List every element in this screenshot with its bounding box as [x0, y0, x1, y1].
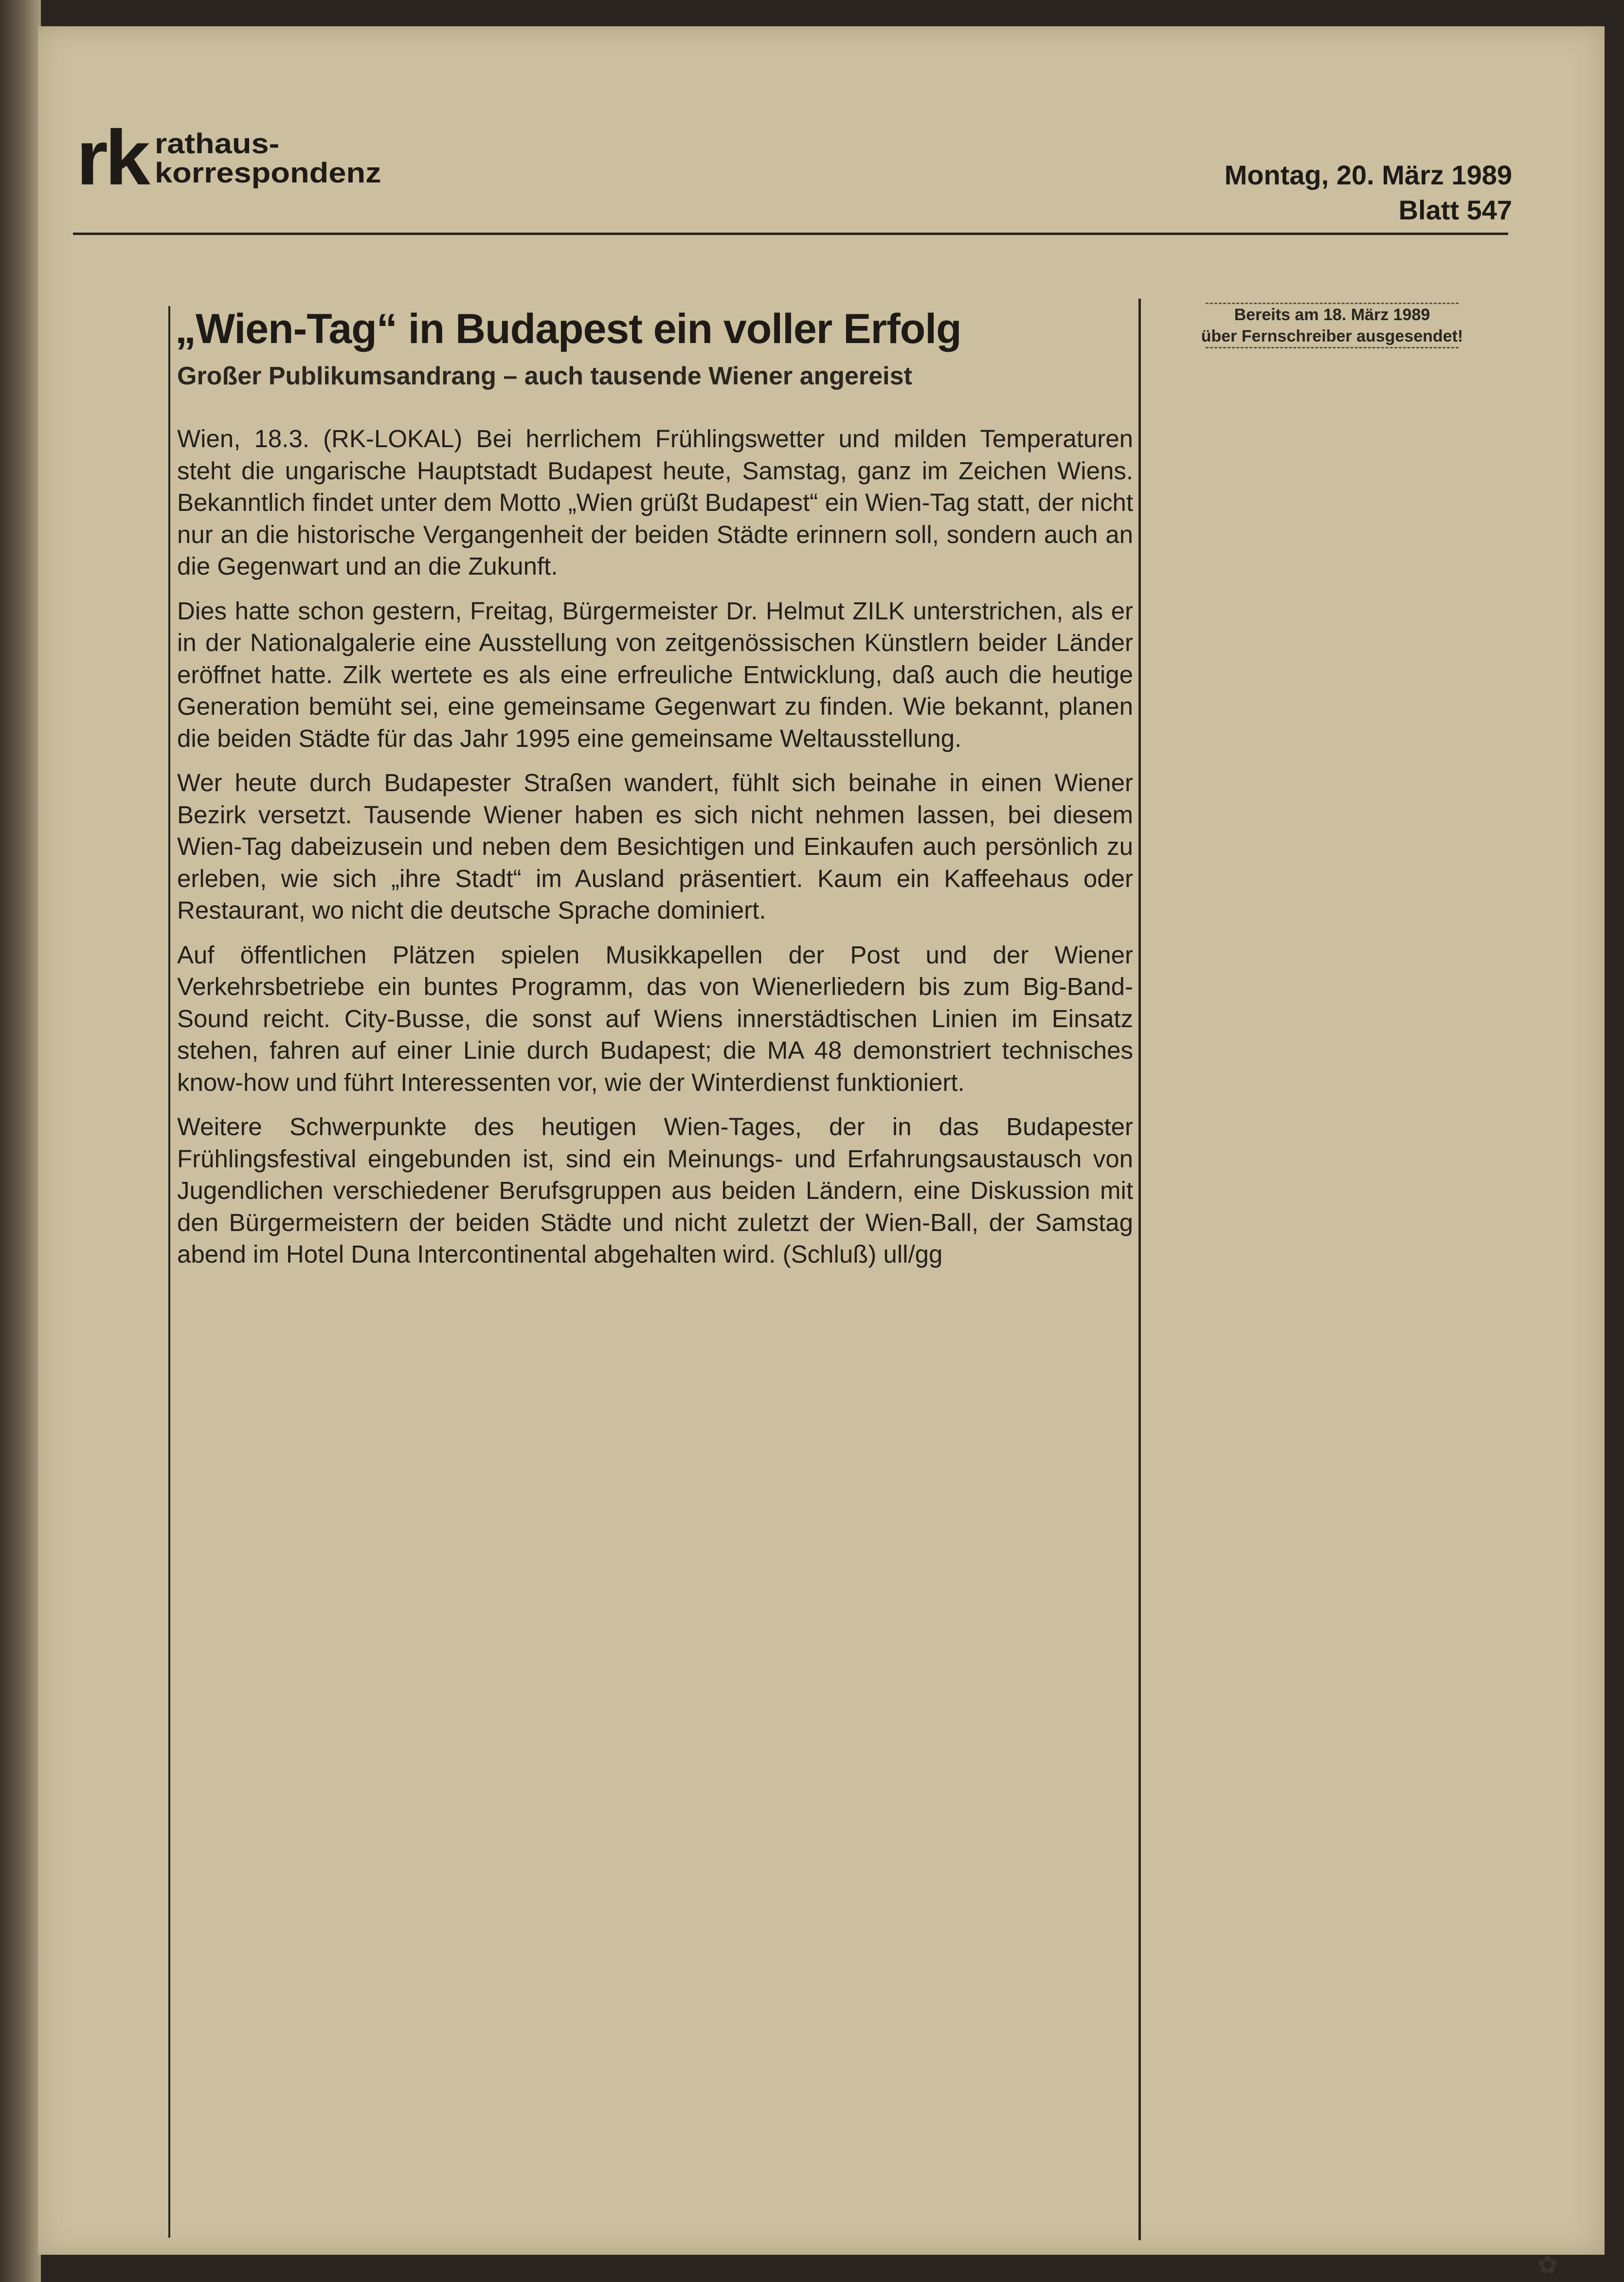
column-divider	[1138, 299, 1141, 2240]
transmission-note	[1157, 303, 1507, 348]
paragraph-2: Dies hatte schon gestern, Freitag, Bürgermeister Dr. Helmut ZILK unterstrichen, als er in der Nationalgalerie eine Ausstellung von zeitgenössischen Künstlern beider Länder eröffnet hatte. Zilk wertete es als eine erfreuliche Entwicklung, daß auch die heutige Generation bemüht sei, eine gemeinsame Gegenwart zu finden. Wie bekannt, planen die beiden Städte für das Jahr 1995 eine gemeinsame Weltausstellung.	[177, 597, 1133, 752]
margin-rule-left	[168, 306, 170, 2238]
article-subheadline: Großer Publikumsandrang – auch tausende Wiener angereist	[177, 362, 912, 390]
sheet-number: Blatt 547	[1398, 195, 1512, 225]
article-headline: „Wien-Tag“ in Budapest ein voller Erfolg	[175, 306, 961, 352]
note-line-2: über Fernschreiber ausgesendet!	[1201, 327, 1463, 345]
note-rule-bottom	[1206, 347, 1459, 348]
paragraph-4: Auf öffentlichen Plätzen spielen Musikkapellen der Post und der Wiener Verkehrsbetriebe ein buntes Programm, das von Wienerliedern bis zum Big-Band-Sound reicht. City-Busse, die sonst auf Wiens innerstädtischen Linien im Einsatz stehen, fahren auf einer Linie durch Budapest; die MA 48 demonstriert technisches know-how und führt Interessenten vor, wie der Winterdienst funktioniert.	[177, 941, 1133, 1096]
binding-spine	[0, 0, 41, 2282]
note-line-1: Bereits am 18. März 1989	[1234, 306, 1430, 324]
article-body	[177, 423, 1133, 1283]
logo-line-2: korrespondenz	[155, 157, 381, 189]
date-block	[1225, 158, 1512, 228]
paragraph-5: Weitere Schwerpunkte des heutigen Wien-Tages, der in das Budapester Frühlingsfestival eingebunden ist, sind ein Meinungs- und Erfahrungsaustausch von Jugendlichen verschiedener Berufsgruppen aus beiden Ländern, eine Diskussion mit den Bürgermeistern der beiden Städte und nicht zuletzt der Wien-Ball, der Samstag abend im Hotel Duna Intercontinental abgehalten wird. (Schluß) ull/gg	[177, 1113, 1133, 1268]
paragraph-1: Wien, 18.3. (RK-LOKAL) Bei herrlichem Frühlingswetter und milden Temperaturen steht die ungarische Hauptstadt Budapest heute, Samstag, ganz im Zeichen Wiens. Bekanntlich findet unter dem Motto „Wien grüßt Budapest“ ein Wien-Tag statt, der nicht nur an die historische Vergangenheit der beiden Städte erinnern soll, sondern auch an die Gegenwart und an die Zukunft.	[177, 425, 1133, 580]
document-page	[38, 26, 1605, 2255]
header-divider	[73, 233, 1508, 235]
paragraph-3: Wer heute durch Budapester Straßen wandert, fühlt sich beinahe in einen Wiener Bezirk versetzt. Tausende Wiener haben es sich nicht nehmen lassen, bei diesem Wien-Tag dabeizusein und neben dem Besichtigen und Einkaufen auch persönlich zu erleben, wie sich „ihre Stadt“ im Ausland präsentiert. Kaum ein Kaffeehaus oder Restaurant, wo nicht die deutsche Sprache dominiert.	[177, 769, 1133, 924]
logo-text	[155, 129, 381, 188]
logo-mark: rk	[76, 114, 147, 201]
logo-line-1: rathaus-	[155, 128, 280, 160]
archive-stamp-icon: ✿	[1537, 2251, 1558, 2279]
issue-date: Montag, 20. März 1989	[1224, 160, 1512, 190]
